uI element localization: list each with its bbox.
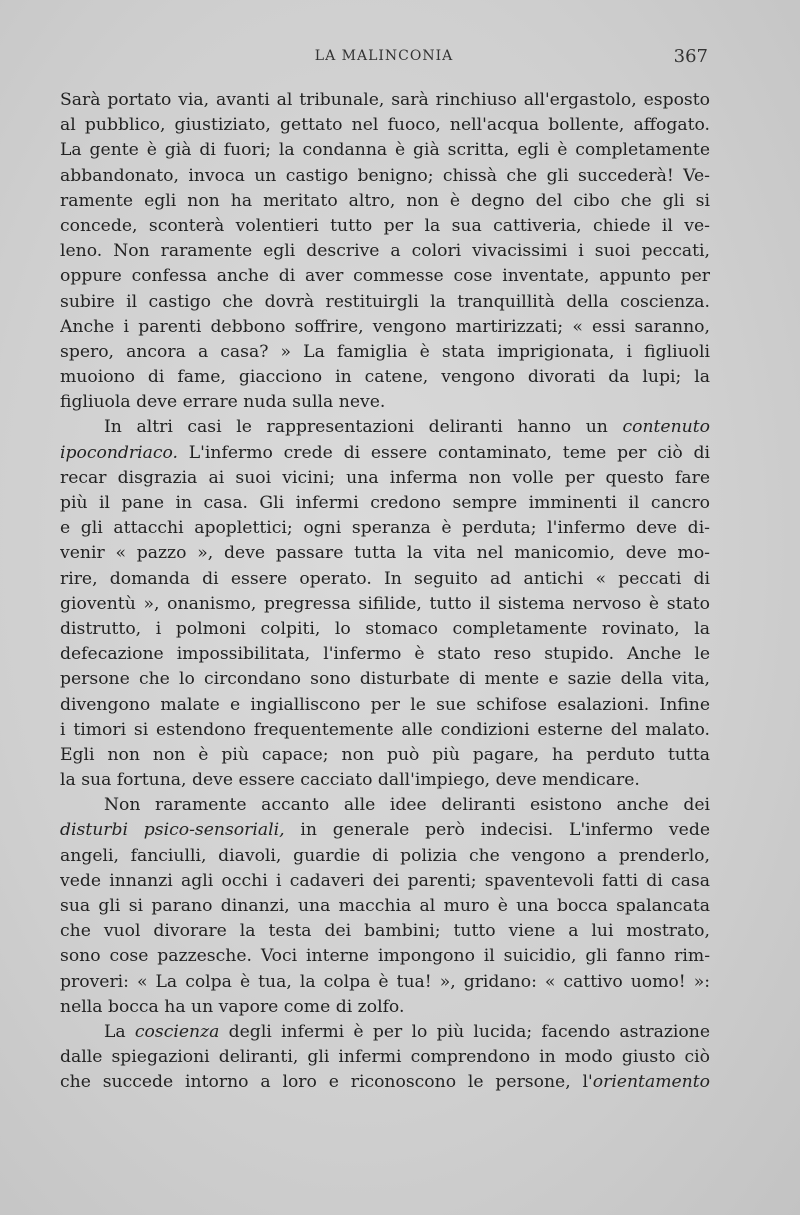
text-line [60, 768, 710, 793]
text-line [60, 239, 710, 264]
text-run: spero, ancora a casa? » La famiglia è stata imprigionata, i figliuoli [60, 341, 710, 362]
text-line [60, 214, 710, 239]
text-run: che succede intorno a loro e riconoscono le persone, l' [60, 1072, 593, 1093]
page-header [60, 48, 708, 72]
text-line [60, 541, 710, 566]
text-line [60, 642, 710, 667]
text-run: Non raramente accanto alle idee deliranti esistono anche dei [104, 795, 710, 816]
text-run: rire, domanda di essere operato. In seguito ad antichi « peccati di [60, 568, 710, 589]
text-line [60, 1020, 710, 1045]
text-run: dalle spiegazioni deliranti, gli infermi comprendono in modo giusto ciò [60, 1047, 710, 1068]
text-line [60, 592, 710, 617]
page-number: 367 [673, 46, 708, 67]
text-line [60, 491, 710, 516]
text-run: in generale però indecisi. L'infermo vede [284, 820, 710, 841]
italic-text: disturbi psico-sensoriali, [60, 820, 285, 841]
text-line [60, 667, 710, 692]
text-line [60, 164, 710, 189]
text-run: abbandonato, invoca un castigo benigno; chissà che gli succederà! Ve- [60, 165, 710, 186]
text-run: persone che lo circondano sono disturbate di mente e sazie della vita, [60, 669, 710, 690]
text-run: Sarà portato via, avanti al tribunale, sarà rinchiuso all'ergastolo, esposto [60, 90, 710, 110]
text-line [60, 138, 710, 163]
text-run: L'infermo crede di essere contaminato, teme per ciò di [178, 442, 710, 463]
text-run: proveri: « La colpa è tua, la colpa è tua! », gridano: « cattivo uomo! »: [60, 971, 710, 992]
text-line [60, 516, 710, 541]
text-line [60, 365, 710, 390]
text-line [60, 189, 710, 214]
text-run: In altri casi le rappresentazioni deliranti hanno un [104, 417, 623, 438]
text-line [60, 693, 710, 718]
text-run: subire il castigo che dovrà restituirgli la tranquillità della coscienza. [60, 291, 710, 312]
text-line [60, 894, 710, 919]
text-line [60, 617, 710, 642]
text-run: sua gli si parano dinanzi, una macchia al muro è una bocca spalancata [60, 896, 710, 916]
text-run: distrutto, i polmoni colpiti, lo stomaco completamente rovinato, la [60, 618, 710, 639]
text-line [60, 919, 710, 944]
text-run: defecazione impossibilitata, l'infermo è stato reso stupido. Anche le [60, 644, 710, 665]
text-line [60, 944, 710, 969]
text-line [60, 995, 710, 1020]
text-run: gioventù », onanismo, pregressa sifilide, tutto il sistema nervoso è stato [60, 593, 710, 614]
text-run: al pubblico, giustiziato, gettato nel fuoco, nell'acqua bollente, affogato. [60, 115, 710, 136]
text-run: la sua fortuna, deve essere cacciato dall'impiego, deve mendicare. [60, 770, 640, 791]
text-line [60, 290, 710, 315]
text-run: nella bocca ha un vapore come di zolfo. [60, 996, 405, 1017]
text-run: concede, sconterà volentieri tutto per la sua cattiveria, chiede il ve- [60, 215, 710, 236]
text-run: ramente egli non ha meritato altro, non è degno del cibo che gli si [60, 190, 710, 211]
body-text [60, 88, 710, 1096]
text-line [60, 743, 710, 768]
italic-text: contenuto [622, 417, 710, 438]
italic-text: coscienza [134, 1021, 220, 1042]
running-title: LA MALINCONIA [314, 48, 454, 64]
text-run: Egli non non è più capace; non può più pagare, ha perduto tutta [60, 744, 710, 765]
text-run: oppure confessa anche di aver commesse cose inventate, appunto per [60, 266, 710, 287]
text-run: figliuola deve errare nuda sulla neve. [60, 392, 386, 413]
text-line [60, 466, 710, 491]
italic-text: orientamento [592, 1072, 710, 1093]
text-line [60, 869, 710, 894]
text-run: Anche i parenti debbono soffrire, vengono martirizzati; « essi saranno, [60, 316, 710, 337]
text-line [60, 1070, 710, 1095]
text-line [60, 844, 710, 869]
text-run: recar disgrazia ai suoi vicini; una inferma non volle per questo fare [60, 467, 710, 488]
text-run: La gente è già di fuori; la condanna è già scritta, egli è completamente [60, 140, 710, 161]
text-run: venir « pazzo », deve passare tutta la vita nel manicomio, deve mo- [60, 543, 710, 564]
text-line [60, 390, 710, 415]
text-line [60, 315, 710, 340]
text-run: i timori si estendono frequentemente alle condizioni esterne del malato. [60, 719, 710, 740]
text-run: muoiono di fame, giacciono in catene, vengono divorati da lupi; la [60, 367, 710, 388]
text-line [60, 970, 710, 995]
text-line [60, 113, 710, 138]
text-line [60, 818, 710, 843]
text-line [60, 88, 710, 113]
text-run: La [104, 1021, 135, 1042]
text-line [60, 264, 710, 289]
text-run: vede innanzi agli occhi i cadaveri dei parenti; spaventevoli fatti di casa [60, 870, 710, 891]
text-line [60, 567, 710, 592]
text-run: sono cose pazzesche. Voci interne impongono il suicidio, gli fanno rim- [60, 946, 710, 967]
text-line [60, 793, 710, 818]
text-run: leno. Non raramente egli descrive a colori vivacissimi i suoi peccati, [60, 241, 710, 262]
text-line [60, 718, 710, 743]
text-line [60, 441, 710, 466]
text-run: angeli, fanciulli, diavoli, guardie di polizia che vengono a prenderlo, [60, 845, 710, 866]
text-run: divengono malate e ingialliscono per le sue schifose esalazioni. Infine [60, 694, 710, 715]
text-line [60, 340, 710, 365]
text-run: degli infermi è per lo più lucida; facendo astrazione [219, 1021, 710, 1042]
text-run: più il pane in casa. Gli infermi credono sempre imminenti il cancro [60, 493, 710, 513]
text-line [60, 1045, 710, 1070]
italic-text: ipocondriaco. [60, 442, 178, 463]
text-run: che vuol divorare la testa dei bambini; tutto viene a lui mostrato, [60, 921, 710, 942]
text-run: e gli attacchi apoplettici; ogni speranza è perduta; l'infermo deve di- [60, 518, 710, 539]
text-line [60, 415, 710, 440]
